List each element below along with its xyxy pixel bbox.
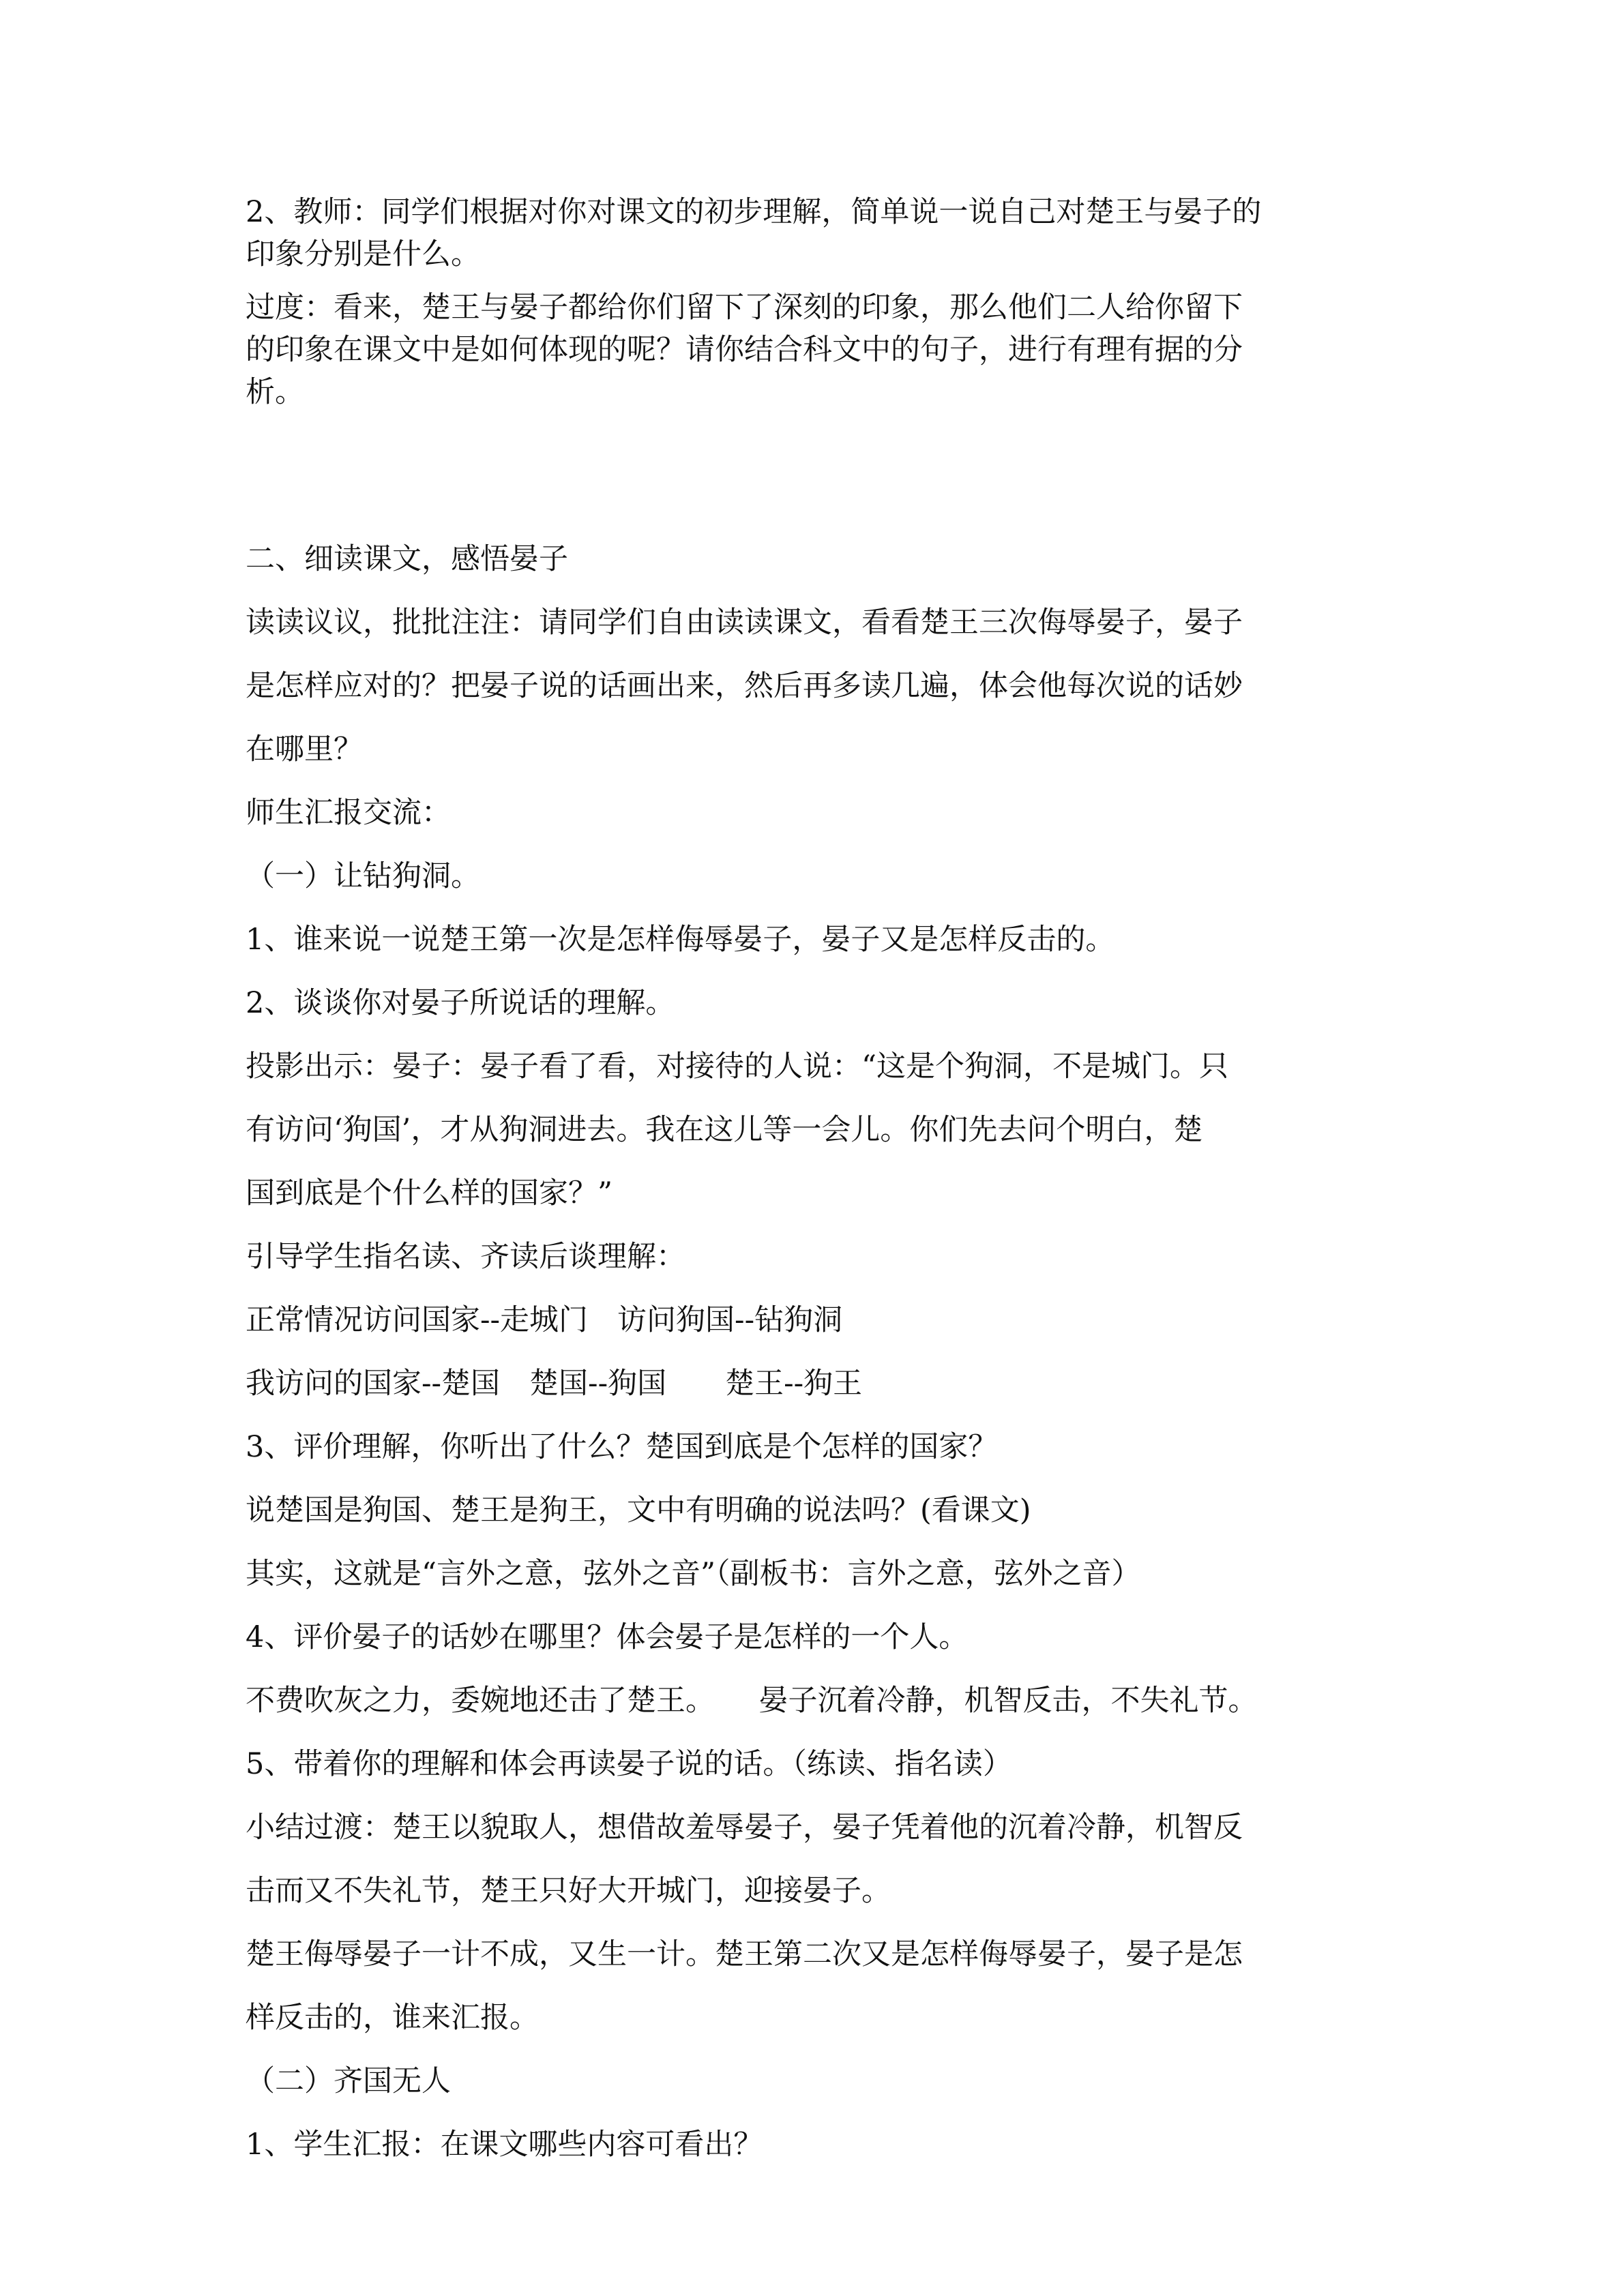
text-line: 楚王侮辱晏子一计不成，又生一计。楚王第二次又是怎样侮辱晏子，晏子是怎: [246, 1937, 1243, 1971]
text-line: 的印象在课文中是如何体现的呢？请你结合科文中的句子，进行有理有据的分: [246, 333, 1243, 367]
section-heading: 二、细读课文，感悟晏子: [246, 542, 568, 576]
subsection-heading: （一）让钻狗洞。: [246, 859, 480, 893]
text-line: 有访问‘狗国’，才从狗洞进去。我在这儿等一会儿。你们先去问个明白，楚: [246, 1113, 1203, 1147]
text-line: 师生汇报交流：: [246, 796, 451, 830]
text-line: 3、评价理解，你听出了什么？楚国到底是个怎样的国家？: [246, 1430, 998, 1464]
text-line: 我访问的国家--楚国 楚国--狗国 楚王--狗王: [246, 1367, 863, 1401]
text-line: 击而又不失礼节，楚王只好大开城门，迎接晏子。: [246, 1874, 891, 1908]
text-line: 引导学生指名读、齐读后谈理解：: [246, 1240, 685, 1274]
document-page: [246, 191, 1391, 2177]
text-line: 4、评价晏子的话妙在哪里？体会晏子是怎样的一个人。: [246, 1620, 969, 1654]
text-line: 是怎样应对的？把晏子说的话画出来，然后再多读几遍，体会他每次说的话妙: [246, 669, 1243, 703]
intro-section: [246, 191, 1391, 413]
text-line: 小结过渡：楚王以貌取人，想借故羞辱晏子，晏子凭着他的沉着冷静，机智反: [246, 1810, 1243, 1845]
text-line: 2、谈谈你对晏子所说话的理解。: [246, 986, 675, 1020]
text-line: 说楚国是狗国、楚王是狗王，文中有明确的说法吗？(看课文): [246, 1493, 1031, 1527]
subsection-heading: （二）齐国无人: [246, 2064, 451, 2098]
text-line: 过度：看来，楚王与晏子都给你们留下了深刻的印象，那么他们二人给你留下: [246, 290, 1243, 325]
text-line: 读读议议，批批注注：请同学们自由读读课文，看看楚王三次侮辱晏子，晏子: [246, 606, 1243, 640]
close-reading-section: [246, 528, 1391, 2177]
text-line: 析。: [246, 375, 304, 409]
text-line: 国到底是个什么样的国家？”: [246, 1176, 612, 1210]
text-line: 5、带着你的理解和体会再读晏子说的话。（练读、指名读）: [246, 1747, 1012, 1781]
text-line: 在哪里？: [246, 732, 363, 766]
paragraph-gap: [246, 275, 1391, 286]
text-line: 2、教师：同学们根据对你对课文的初步理解，简单说一说自己对楚王与晏子的: [246, 195, 1262, 229]
text-line: 正常情况访问国家--走城门 访问狗国--钻狗洞: [246, 1303, 843, 1337]
text-line: 1、学生汇报：在课文哪些内容可看出？: [246, 2128, 763, 2162]
text-line: 样反击的，谁来汇报。: [246, 2001, 539, 2035]
text-line: 1、谁来说一说楚王第一次是怎样侮辱晏子，晏子又是怎样反击的。: [246, 923, 1115, 957]
text-line: 印象分别是什么。: [246, 237, 480, 271]
text-line: 不费吹灰之力，委婉地还击了楚王。 晏子沉着冷静，机智反击，不失礼节。: [246, 1684, 1258, 1718]
text-line: 投影出示：晏子：晏子看了看，对接待的人说：“这是个狗洞，不是城门。只: [246, 1049, 1228, 1084]
text-line: 其实，这就是“言外之意，弦外之音”（副板书：言外之意，弦外之音）: [246, 1557, 1141, 1591]
